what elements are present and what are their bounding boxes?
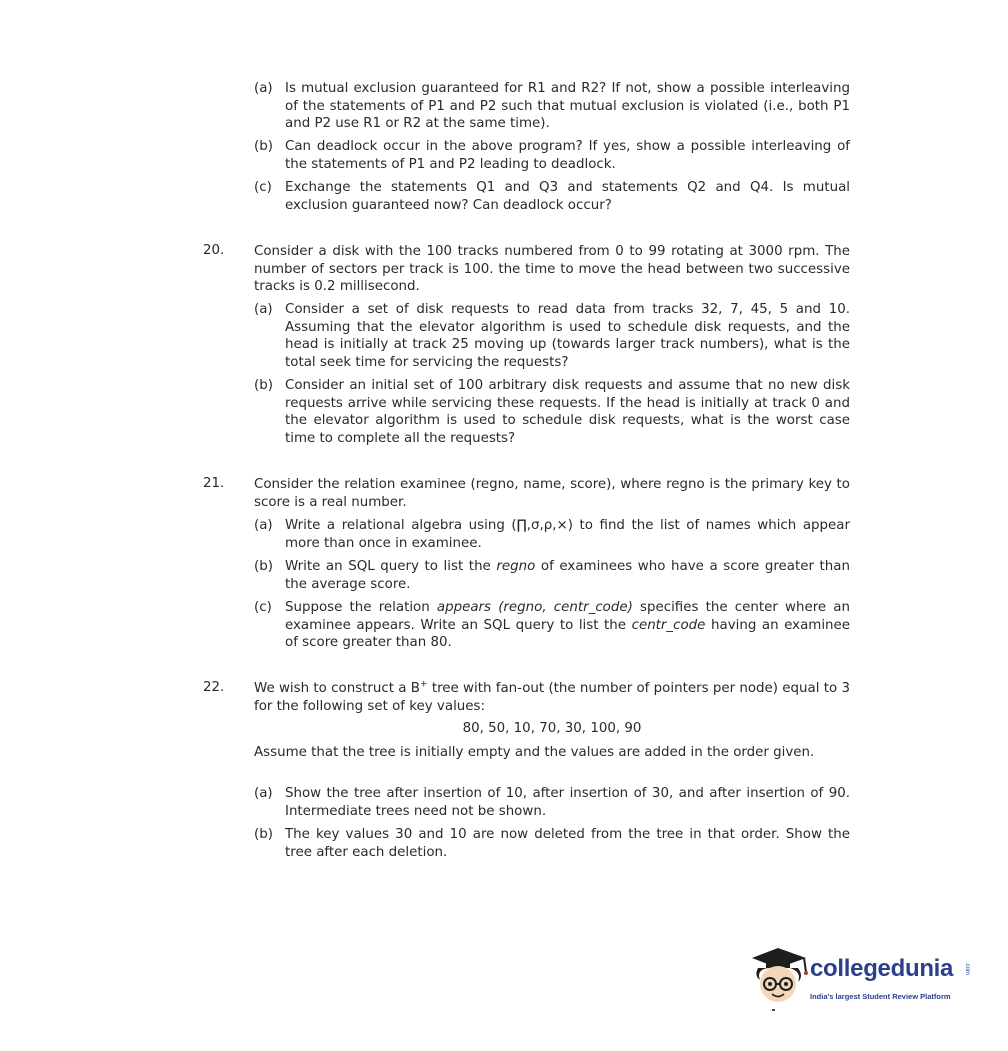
q22-assumption: Assume that the tree is initially empty and the values are added in the order given. [254,745,815,760]
part-label: (b) [254,139,273,154]
part-label: (a) [254,81,273,96]
part-label: (a) [254,302,273,317]
question-number-22: 22. [203,680,225,695]
q21-intro: Consider the relation examinee (regno, name, score), where regno is the primary key to score is a real number. [254,477,850,510]
part-text: Can deadlock occur in the above program? If yes, show a possible interleaving of the statements of P1 and P2 leading to deadlock. [285,139,850,172]
part-text: Exchange the statements Q1 and Q3 and statements Q2 and Q4. Is mutual exclusion guaranteed now? Can deadlock occur? [285,180,850,213]
part-text: Consider an initial set of 100 arbitrary disk requests and assume that no new disk requests arrive while servicing these requests. If the head is initially at track 0 and the elevator algorithm is used to schedule disk requests, what is the worst case time to complete all the requests? [285,378,850,446]
part-text: Write a relational algebra using (∏,σ,ρ,×) to find the list of names which appear more than once in examinee. [285,518,850,551]
logo-wordmark: collegedunia [810,955,954,982]
q20-intro: Consider a disk with the 100 tracks numbered from 0 to 99 rotating at 3000 rpm. The number of sectors per track is 100. the time to move the head between two successive tracks is 0.2 millisecond. [254,244,850,295]
part-label: (c) [254,600,272,615]
part-label: (b) [254,559,273,574]
part-text: Suppose the relation appears (regno, centr_code) specifies the center where an examinee appears. Write an SQL query to list the centr_code having an examinee of score greater than 80. [285,600,851,651]
part-text: Write an SQL query to list the regno of examinees who have a score greater than the average score. [285,559,850,592]
q19-part-a [254,80,850,133]
q21-part-a [254,517,850,552]
q19-part-b [254,138,850,173]
q22-key-values: 80, 50, 10, 70, 30, 100, 90 [462,721,642,736]
part-text: Is mutual exclusion guaranteed for R1 and R2? If not, show a possible interleaving of the statements of P1 and P2 such that mutual exclusion is violated (i.e., both P1 and P2 use R1 or R2 at the same time). [285,81,850,132]
part-text: Show the tree after insertion of 10, after insertion of 30, and after insertion of 90. Intermediate trees need not be shown. [285,786,850,819]
q20-part-b [254,377,850,447]
q22-intro: We wish to construct a B+ tree with fan-out (the number of pointers per node) equal to 3 for the following set of key values: [254,679,850,714]
part-label: (b) [254,378,273,393]
logo-domain: .com [964,962,970,976]
q22-part-a [254,785,850,820]
question-number-21: 21. [203,476,225,491]
part-text: Consider a set of disk requests to read data from tracks 32, 7, 45, 5 and 10. Assuming that the elevator algorithm is used to schedule disk requests, and the head is initially at track 25 moving up (towards larger track numbers), what is the total seek time for servicing the requests? [285,302,850,370]
logo-tagline: India's largest Student Review Platform [810,992,951,1001]
part-label: (c) [254,180,272,195]
q20-part-a [254,301,850,371]
q22-part-b [254,826,850,861]
q19-part-c [254,179,850,214]
part-label: (b) [254,827,273,842]
q21-part-c [254,599,850,652]
part-label: (a) [254,786,273,801]
graduate-mascot-icon [748,942,810,1014]
part-label: (a) [254,518,273,533]
part-text: The key values 30 and 10 are now deleted from the tree in that order. Show the tree after each deletion. [285,827,850,860]
q21-part-b [254,558,850,593]
question-number-20: 20. [203,243,225,258]
